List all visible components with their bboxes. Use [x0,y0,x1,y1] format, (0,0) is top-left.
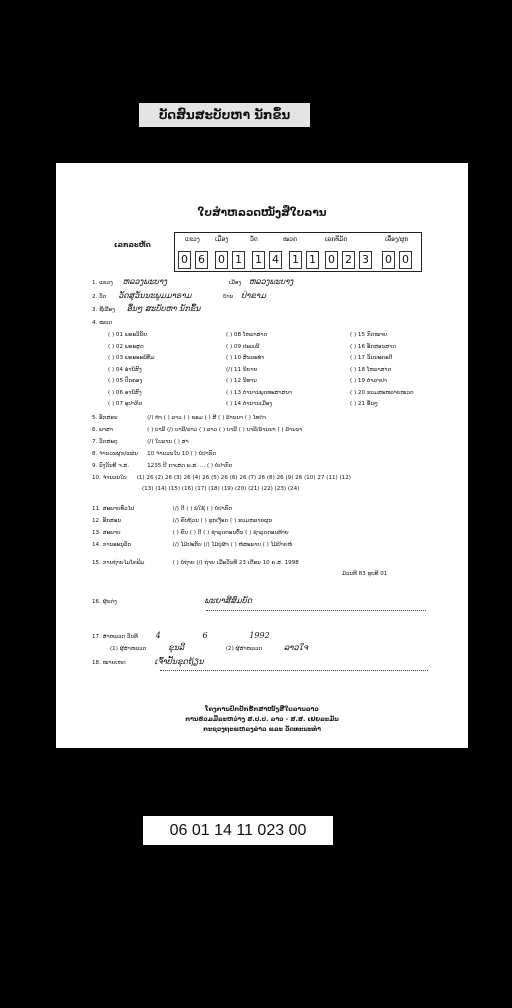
district-value: ຫລວງພະບາງ [248,277,294,286]
field-leaves-sub: (13) (14) (15) (16) (17) (18) (19) (20) (21) (22) (23) (24) [142,486,300,492]
surveyor-1-value: ຂຸນລີ [168,643,185,652]
field-microfilm-roll: ມ້ວນທີ 83 ຮູບທີ 01 [342,571,388,577]
field-language: 6. ພາສາ ( ) ບາລີ (/) ບາລີ/ລາວ ( ) ລາວ ( ) ບາລີ ( ) ບາລີ/ລ້ານນາ ( ) ລ້ານນາ [92,427,303,433]
code-header: ເລື່ອງ/ຜູກ [385,236,409,243]
code-header: ແຂວງ [185,236,200,243]
code-digit: 0 [178,251,191,269]
code-digit: 1 [252,251,265,269]
field-author: 16. ຜູ້ແຕ່ງ ພະຍາສີສົມບັດ [92,596,253,605]
code-digit: 3 [359,251,372,269]
footer-line-1: ໂຄງການປົກປັກຮັກສາໜັງສືໃບລານລາວ [205,706,319,713]
code-header: ເມືອງ [215,236,229,243]
field-remarks: 18. ໝາຍເຫດ ເຈົ້າປັ້ນຂຸດຖ້ຽນ [92,657,204,666]
field-surveyors: (1) ຜູ້ສຳຫລວດ ຂຸນລີ (2) ຜູ້ສຳຫລວດ ລາວໃຈ [110,643,308,652]
category-col-2: ( ) 08 ໂຫລາສາດ ( ) 09 ປະເພນີ ( ) 10 ສິນລະທຳ (/) 11 ນິຍາຍ ( ) 12 ນິທານ ( ) 13 ຕຳນານພຸດທະສາສນາ ( ) 14 ຕຳນານເມືອງ [226,332,293,407]
province-value: ຫລວງພະບາງ [122,277,168,286]
film-code-label: 06 01 14 11 023 00 [143,816,333,845]
code-digit: 0 [382,251,395,269]
code-digit: 1 [289,251,302,269]
code-digit: 1 [232,251,245,269]
code-label: ເລກລະຫັດ [114,241,151,249]
field-state: 13. ສະພາບ ( ) ຄົບ ( ) ດີ ( ) ຊຳລຸດຕອນຕົ້ນ ( ) ຊຳລຸດຕອນທ້າຍ [92,530,289,536]
code-digit: 1 [306,251,319,269]
field-temple: 2. ວັດ ວັດສຸວັນນະພູມມາຣາມ ບ້ານ ປ່າຂາມ [92,291,266,300]
code-header: ວັດ [250,236,258,243]
code-digit: 0 [399,251,412,269]
code-header: ເລກທີມັດ [325,236,348,243]
category-col-3: ( ) 15 ກົດໝາຍ ( ) 16 ອັກສອນສາດ ( ) 17 ວັນນະຄະດີ ( ) 18 ໂຫລາສາດ ( ) 19 ຕຳລາຢາ ( ) 20 ຮວມສະຫລາຍໝວດ ( ) 21 ອື່ນໆ [350,332,414,407]
field-completeness: 12. ອັກສອນ (/) ຄົບຖ້ວນ ( ) ຮູກເງືອດ ( ) ຮວມຫລາຍຜູກ [92,518,273,524]
field-condition: 11. ສະພາບທົ່ວໄປ (/) ດີ ( ) ພໍໃຊ້ ( ) ບໍ່ປາກົດ [92,506,233,512]
remarks-underline [160,669,428,671]
category-label: 4. ໝວດ [92,320,113,326]
field-leaves: 10. ຈຳນວນໃບ (1) 26 (2) 26 (3) 26 (4) 26 (5) 26 (6) 26 (7) 26 (8) 26 (9) 26 (10) 27 (11) (12) [92,475,351,481]
survey-form-sheet [56,163,468,748]
code-digit: 2 [342,251,355,269]
field-survey-date: 17. ສຳຫລວດ ວັນທີ 4 6 1992 [92,631,270,640]
title-value: ອື່ນໆ ສະບັບຫາ ນັກຂຶ້ນ [126,304,201,313]
field-count: 8. ຈຳນວນຜູກ/ແຜ່ນ 10 ຈຳນວນໃບ 10 ( ) ບໍ່ປາກົດ [92,451,217,457]
field-conservation: 14. ການອະນຸລັກ (/) ໄມ້ປະກັບ (/) ໄມ້ບູ່ຜ້າ ( ) ຫໍ່ສະພາບ ( ) ໄມ້ປ້າຍຫໍ່ [92,542,293,548]
film-header-label: ບັດສົນສະບັບຫາ ນັກຂຶ້ນ [139,103,310,127]
field-date: 9. ລົງວັນທີ ຈ.ສ. 1235 ປີ ກາເສດ ພ.ສ. ... ( ) ບໍ່ປາກົດ [92,463,233,469]
field-microfilm: 15. ການຖ່າຍໄມໂຄຟິມ ( ) ບໍ່ຖ່າຍ (/) ຖ່າຍ ເມື່ອວັນທີ 23 ເດືອນ 10 ຄ.ສ. 1998 [92,560,299,566]
code-digit: 4 [269,251,282,269]
code-digit: 0 [215,251,228,269]
footer-line-2: ການຮ່ວມມືລະຫວ່າງ ສ.ປ.ປ. ລາວ - ສ.ສ. ເຢຍລະມັນ [185,716,339,723]
footer-line-3: ກະຊວງຖະແຫລງຂ່າວ ແລະ ວັດທະນະທຳ [203,726,321,733]
village-value: ປ່າຂາມ [241,291,266,300]
code-digit: 0 [325,251,338,269]
temple-value: ວັດສຸວັນນະພູມມາຣາມ [118,291,192,300]
remarks-value: ເຈົ້າປັ້ນຂຸດຖ້ຽນ [154,657,204,666]
code-digit: 6 [195,251,208,269]
field-script: 5. ອັກສອນ (/) ທຳ ( ) ລາວ ( ) ຂອມ ( ) ສີ ( ) ລ້ານນາ ( ) ໄທດຳ [92,415,266,421]
surveyor-2-value: ລາວໃຈ [283,643,308,652]
code-grid [174,232,422,272]
field-title: 3. ຊື່ເລື່ອງ ອື່ນໆ ສະບັບຫາ ນັກຂຶ້ນ [92,304,201,313]
field-province: 1. ແຂວງ ຫລວງພະບາງ ເມືອງ ຫລວງພະບາງ [92,277,294,286]
form-title: ໃບສຳຫລວດໜັງສືໃບລານ [197,207,327,219]
author-underline [206,609,426,611]
code-header: ໝວດ [283,236,297,243]
category-col-1: ( ) 01 ພຣະວິນັຍ ( ) 02 ພຣະສູດ ( ) 03 ພຣະອະພິທັມ ( ) 04 ອຳນິສົງ ( ) 05 ປົກຄອງ ( ) 06 ອານິສົງ ( ) 07 ອຸປາກິດ [108,332,155,407]
field-material: 7. ວັດສະດຸ (/) ໃບລານ ( ) ສາ [92,439,189,445]
author-value: ພະຍາສີສົມບັດ [204,596,253,605]
